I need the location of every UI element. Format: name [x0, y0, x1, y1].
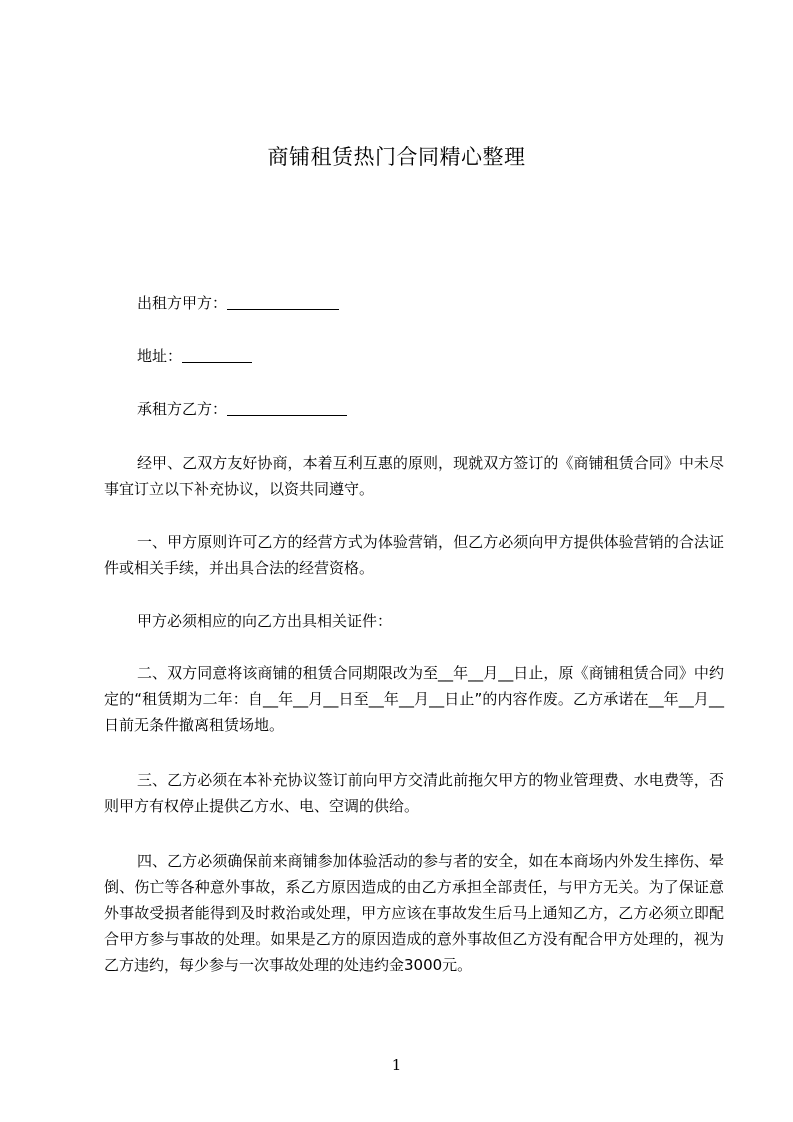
lessor-label: 出租方甲方： — [137, 294, 228, 312]
clause-2-paragraph: 二、双方同意将该商铺的租赁合同期限改为至__年__月__日止，原《商铺租赁合同》中约定的“租赁期为二年：自__年__月__日至__年__月__日止”的内容作废。乙方承诺在__年__月__日前无条件撤离租赁场地。 — [104, 664, 724, 734]
address-blank-line — [182, 348, 252, 363]
lessor-field — [137, 293, 339, 312]
clause-1-paragraph: 一、甲方原则许可乙方的经营方式为体验营销，但乙方必须向甲方提供体验营销的合法证件或相关手续，并出具合法的经营资格。 — [104, 533, 724, 577]
clause-3-paragraph: 三、乙方必须在本补充协议签订前向甲方交清此前拖欠甲方的物业管理费、水电费等，否则甲方有权停止提供乙方水、电、空调的供给。 — [104, 771, 724, 815]
lessee-field — [137, 399, 347, 418]
document-title: 商铺租赁热门合同精心整理 — [267, 145, 526, 169]
lessor-blank-line — [227, 295, 339, 310]
address-field — [137, 346, 252, 365]
lessee-blank-line — [227, 401, 347, 416]
lessee-label: 承租方乙方： — [137, 400, 228, 418]
intro-paragraph: 经甲、乙双方友好协商，本着互利互惠的原则，现就双方签订的《商铺租赁合同》中未尽事宜订立以下补充协议，以资共同遵守。 — [104, 454, 724, 498]
clause-1-note-paragraph: 甲方必须相应的向乙方出具相关证件： — [137, 612, 393, 630]
clause-4-paragraph: 四、乙方必须确保前来商铺参加体验活动的参与者的安全，如在本商场内外发生摔伤、晕倒、伤亡等各种意外事故，系乙方原因造成的由乙方承担全部责任，与甲方无关。为了保证意外事故受损者能得到及时救治或处理，甲方应该在事故发生后马上通知乙方，乙方必须立即配合甲方参与事故的处理。如果是乙方的原因造成的意外事故但乙方没有配合甲方处理的，视为乙方违约，每少参与一次事故处理的处违约金3000元。 — [104, 852, 724, 974]
page-number: 1 — [391, 1056, 402, 1074]
address-label: 地址： — [137, 347, 183, 365]
